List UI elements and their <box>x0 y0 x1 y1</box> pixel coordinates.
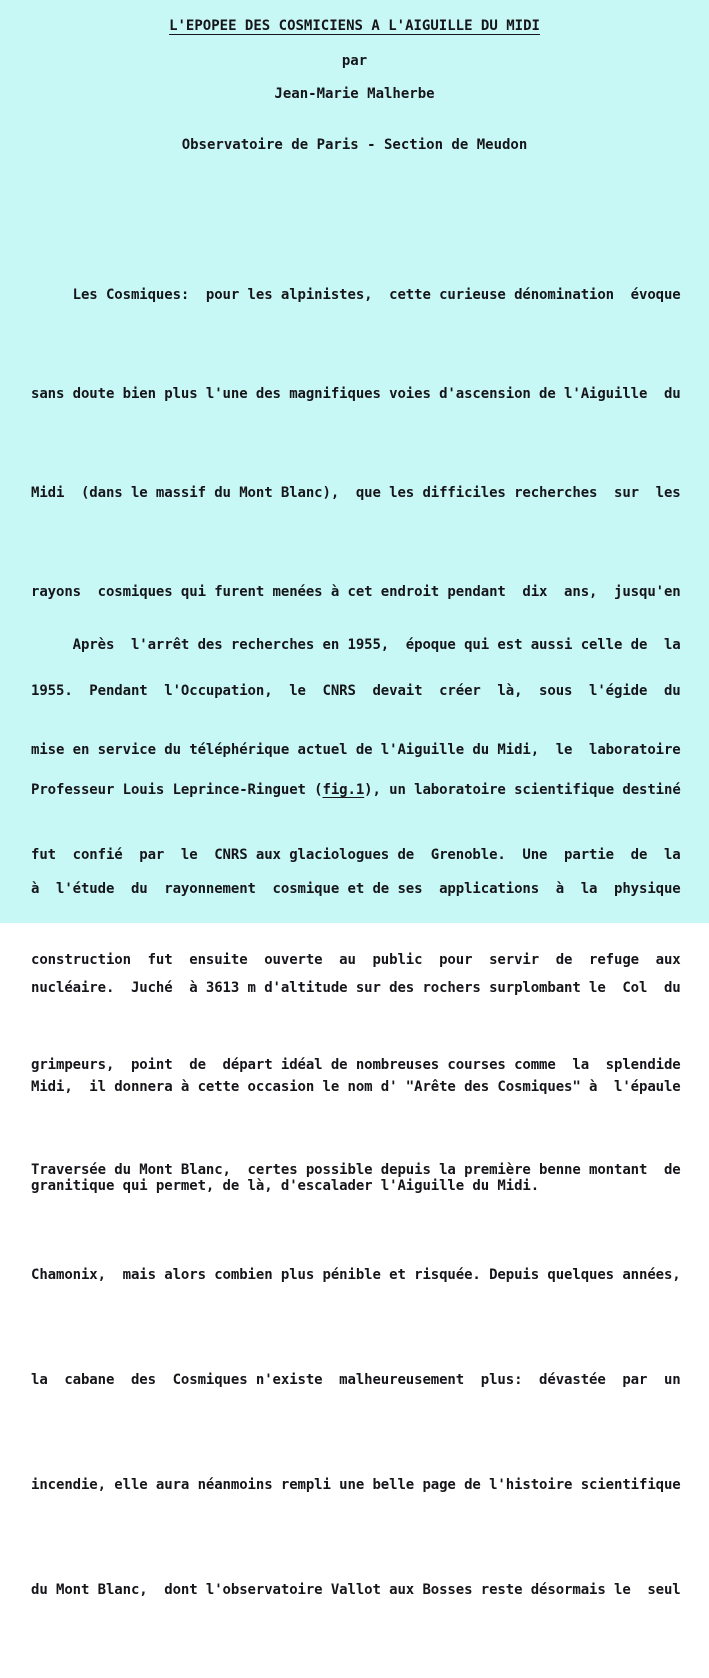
text-line: construction fut ensuite ouverte au public pour servir de refuge aux <box>31 952 681 968</box>
figure-reference: fig.1 <box>322 782 365 798</box>
document-title: L'EPOPEE DES COSMICIENS A L'AIGUILLE DU MIDI <box>169 18 540 34</box>
text-line: Midi, il donnera à cette occasion le nom d' "Arête des Cosmiques" à l'épaule <box>31 1079 681 1095</box>
text-segment: Professeur Louis Leprince-Ringuet ( <box>31 782 323 798</box>
text-line: Traversée du Mont Blanc, certes possible depuis la première benne montant de <box>31 1162 681 1178</box>
text-line: granitique qui permet, de là, d'escalader l'Aiguille du Midi. <box>31 1178 540 1194</box>
text-line: Midi (dans le massif du Mont Blanc), que les difficiles recherches sur les <box>31 485 681 501</box>
text-line: grimpeurs, point de départ idéal de nombreuses courses comme la splendide <box>31 1057 681 1073</box>
text-line: Chamonix, mais alors combien plus pénible et risquée. Depuis quelques années, <box>31 1267 681 1283</box>
text-line: du Mont Blanc, dont l'observatoire Vallot aux Bosses reste désormais le seul <box>31 1582 681 1598</box>
text-line: incendie, elle aura néanmoins rempli une belle page de l'histoire scientifique <box>31 1477 681 1493</box>
text-line: Après l'arrêt des recherches en 1955, époque qui est aussi celle de la <box>31 637 681 653</box>
text-line: sans doute bien plus l'une des magnifiques voies d'ascension de l'Aiguille du <box>31 386 681 402</box>
text-segment: ), un laboratoire scientifique destiné <box>364 782 681 798</box>
text-line: à l'étude du rayonnement cosmique et de ses applications à la physique <box>31 881 681 897</box>
text-line: rayons cosmiques qui furent menées à cet endroit pendant dix ans, jusqu'en <box>31 584 681 600</box>
text-line: Les Cosmiques: pour les alpinistes, cette curieuse dénomination évoque <box>31 287 681 303</box>
text-line: mise en service du téléphérique actuel de l'Aiguille du Midi, le laboratoire <box>31 742 681 758</box>
paragraph-2 <box>31 558 681 1678</box>
text-line: 1955. Pendant l'Occupation, le CNRS devait créer là, sous l'égide du <box>31 683 681 699</box>
text-line: la cabane des Cosmiques n'existe malheureusement plus: dévastée par un <box>31 1372 681 1388</box>
affiliation: Observatoire de Paris - Section de Meudon <box>181 137 528 153</box>
text-line: nucléaire. Juché à 3613 m d'altitude sur des rochers surplombant le Col du <box>31 980 681 996</box>
text-line: fut confié par le CNRS aux glaciologues de Grenoble. Une partie de la <box>31 847 681 863</box>
byline: par <box>341 53 368 69</box>
author-name: Jean-Marie Malherbe <box>274 86 435 102</box>
